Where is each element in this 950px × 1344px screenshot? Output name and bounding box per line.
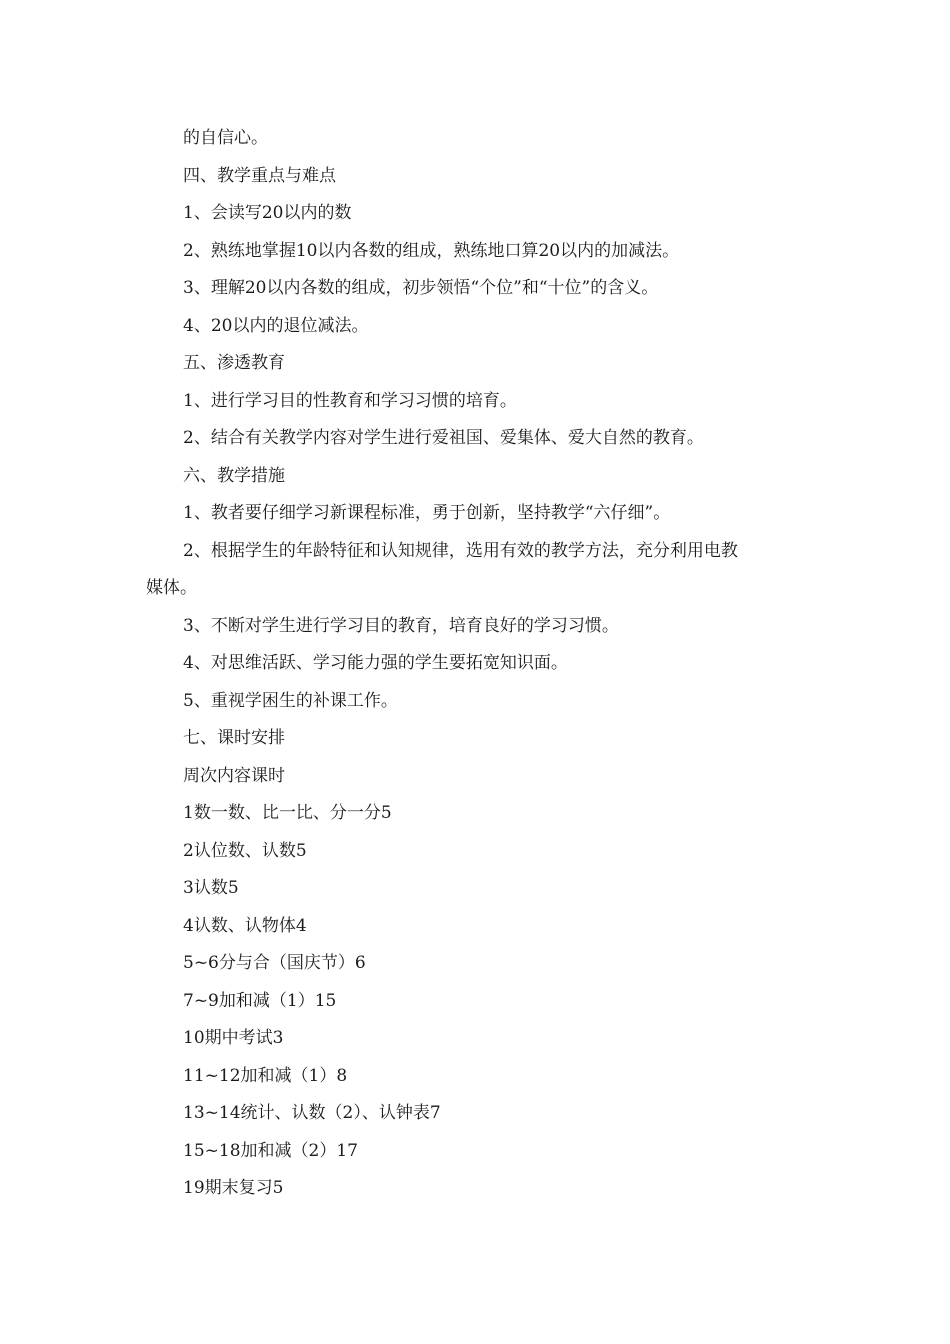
text-line: 4、20以内的退位减法。 <box>183 315 369 336</box>
schedule-header: 周次内容课时 <box>183 765 285 786</box>
schedule-row: 11~12加和减（1）8 <box>183 1065 348 1086</box>
schedule-row: 7~9加和减（1）15 <box>183 990 337 1011</box>
schedule-row: 19期末复习5 <box>183 1178 284 1198</box>
text-line: 5、重视学困生的补课工作。 <box>183 690 398 711</box>
text-line: 1、进行学习目的性教育和学习习惯的培育。 <box>183 390 517 411</box>
text-line: 2、结合有关教学内容对学生进行爱祖国、爱集体、爱大自然的教育。 <box>183 428 704 448</box>
text-line-continuation: 媒体。 <box>146 578 197 598</box>
schedule-row: 3认数5 <box>183 878 239 898</box>
text-line: 1、会读写20以内的数 <box>183 203 352 223</box>
section-heading-schedule: 七、课时安排 <box>183 728 285 748</box>
schedule-row: 1数一数、比一比、分一分5 <box>183 803 392 823</box>
schedule-row: 13~14统计、认数（2）、认钟表7 <box>183 1103 441 1123</box>
text-line: 3、不断对学生进行学习目的教育，培育良好的学习习惯。 <box>183 615 619 636</box>
section-heading-key-points: 四、教学重点与难点 <box>183 165 336 186</box>
schedule-row: 15~18加和减（2）17 <box>183 1140 358 1161</box>
text-line: 的自信心。 <box>183 128 268 148</box>
schedule-row: 2认位数、认数5 <box>183 840 307 861</box>
document-body <box>146 120 816 1208</box>
section-heading-education: 五、渗透教育 <box>183 353 285 373</box>
schedule-row: 5~6分与合（国庆节）6 <box>183 953 366 973</box>
text-line: 2、根据学生的年龄特征和认知规律，选用有效的教学方法，充分利用电教 <box>183 540 738 561</box>
text-line: 1、教者要仔细学习新课程标准，勇于创新，坚持教学“六仔细”。 <box>183 503 671 523</box>
schedule-row: 4认数、认物体4 <box>183 915 307 936</box>
text-line: 3、理解20以内各数的组成，初步领悟“个位”和“十位”的含义。 <box>183 278 659 298</box>
section-heading-measures: 六、教学措施 <box>183 465 285 486</box>
text-line: 2、熟练地掌握10以内各数的组成，熟练地口算20以内的加减法。 <box>183 240 680 261</box>
schedule-row: 10期中考试3 <box>183 1028 284 1048</box>
text-line: 4、对思维活跃、学习能力强的学生要拓宽知识面。 <box>183 653 568 673</box>
